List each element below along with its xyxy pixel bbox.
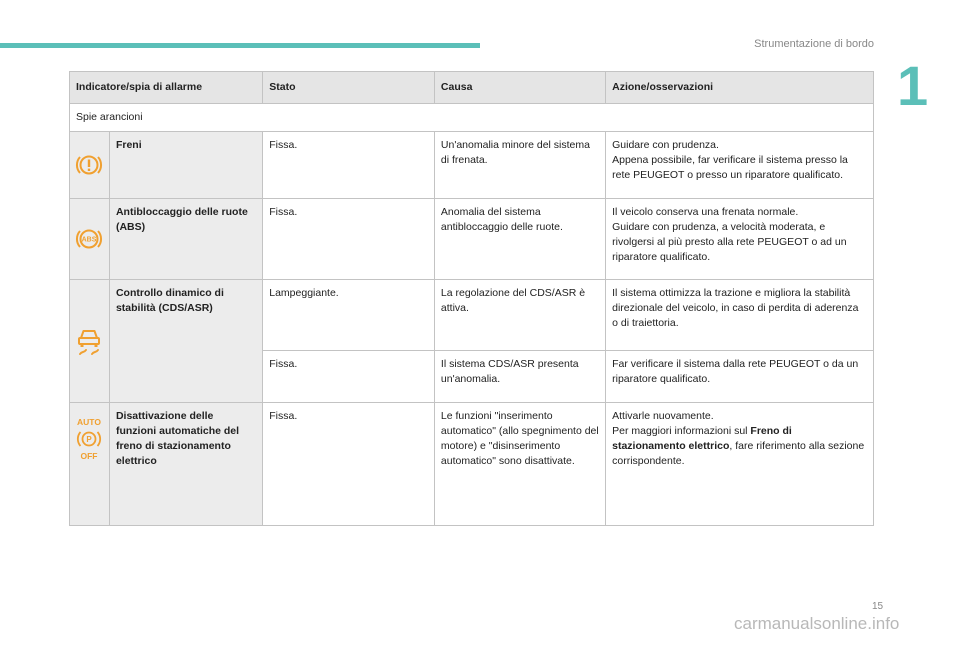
icon-cell xyxy=(70,198,110,279)
azione-cell xyxy=(606,402,874,525)
causa-cell: Le funzioni "inserimento automatico" (allo spegnimento del motore) e "disinserimento automatico" sono disattivate. xyxy=(434,402,605,525)
causa-cell: Anomalia del sistema antibloccaggio delle ruote. xyxy=(434,198,605,279)
azione-text: , fare riferimento alla sezione corrispondente. xyxy=(612,439,865,467)
azione-line: Appena possibile, far verificare il sistema presso la rete PEUGEOT o presso un riparatore qualificato. xyxy=(612,153,848,181)
svg-text:P: P xyxy=(86,434,93,444)
indicator-name: Freni xyxy=(109,131,262,198)
column-header-stato: Stato xyxy=(263,72,435,104)
chapter-number: 1 xyxy=(897,54,929,117)
column-header-causa: Causa xyxy=(434,72,605,104)
azione-line: Il veicolo conserva una frenata normale. xyxy=(612,205,799,218)
table-row xyxy=(70,198,874,279)
warning-lights-table xyxy=(69,71,874,526)
azione-cell xyxy=(606,198,874,279)
section-label: Spie arancioni xyxy=(70,104,874,132)
icon-label-top: AUTO xyxy=(77,416,102,427)
indicator-name: Disattivazione delle funzioni automatiche del freno di stazionamento elettrico xyxy=(109,402,262,525)
stato-cell: Fissa. xyxy=(263,350,435,402)
azione-line: Attivarle nuovamente. xyxy=(612,409,714,422)
table-header-row xyxy=(70,72,874,104)
brake-warning-icon xyxy=(70,150,109,180)
stato-cell: Fissa. xyxy=(263,198,435,279)
header-accent-bar xyxy=(0,43,480,48)
column-header-indicator: Indicatore/spia di allarme xyxy=(70,72,263,104)
icon-cell xyxy=(70,279,110,402)
azione-cell xyxy=(606,131,874,198)
azione-line: Far verificare il sistema dalla rete PEUGEOT o da un riparatore qualificato. xyxy=(612,357,859,385)
icon-cell xyxy=(70,402,110,525)
icon-label-bottom: OFF xyxy=(80,450,98,461)
causa-cell: Un'anomalia minore del sistema di frenata. xyxy=(434,131,605,198)
azione-text: Per maggiori informazioni sul xyxy=(612,424,751,437)
azione-line: Guidare con prudenza. xyxy=(612,138,719,151)
indicator-name: Controllo dinamico di stabilità (CDS/ASR) xyxy=(109,279,262,402)
azione-line: Il sistema ottimizza la trazione e migliora la stabilità direzionale del veicolo, in caso di perdita di aderenza o di traiettoria. xyxy=(612,286,859,329)
auto-parking-brake-off-icon xyxy=(70,417,109,461)
page-header-title: Strumentazione di bordo xyxy=(754,38,874,50)
column-header-azione: Azione/osservazioni xyxy=(606,72,874,104)
svg-text:ABS: ABS xyxy=(82,236,97,244)
page-number: 15 xyxy=(872,601,884,612)
table-row xyxy=(70,402,874,525)
causa-cell: La regolazione del CDS/ASR è attiva. xyxy=(434,279,605,350)
azione-line: Guidare con prudenza, a velocità moderata, e rivolgersi al più presto alla rete PEUGEOT o ad un riparatore qualificato. xyxy=(612,220,847,263)
stato-cell: Lampeggiante. xyxy=(263,279,435,350)
table-row xyxy=(70,279,874,350)
causa-cell: Il sistema CDS/ASR presenta un'anomalia. xyxy=(434,350,605,402)
table-row xyxy=(70,131,874,198)
indicator-name: Antibloccaggio delle ruote (ABS) xyxy=(109,198,262,279)
stato-cell: Fissa. xyxy=(263,131,435,198)
watermark: carmanualsonline.info xyxy=(734,614,900,633)
abs-warning-icon xyxy=(70,224,109,254)
azione-bold-ref: Freno di stazionamento elettrico xyxy=(612,424,792,452)
azione-cell xyxy=(606,350,874,402)
stability-control-icon xyxy=(70,325,109,357)
azione-cell xyxy=(606,279,874,350)
section-row xyxy=(70,104,874,132)
azione-line xyxy=(612,424,867,469)
icon-cell xyxy=(70,131,110,198)
stato-cell: Fissa. xyxy=(263,402,435,525)
